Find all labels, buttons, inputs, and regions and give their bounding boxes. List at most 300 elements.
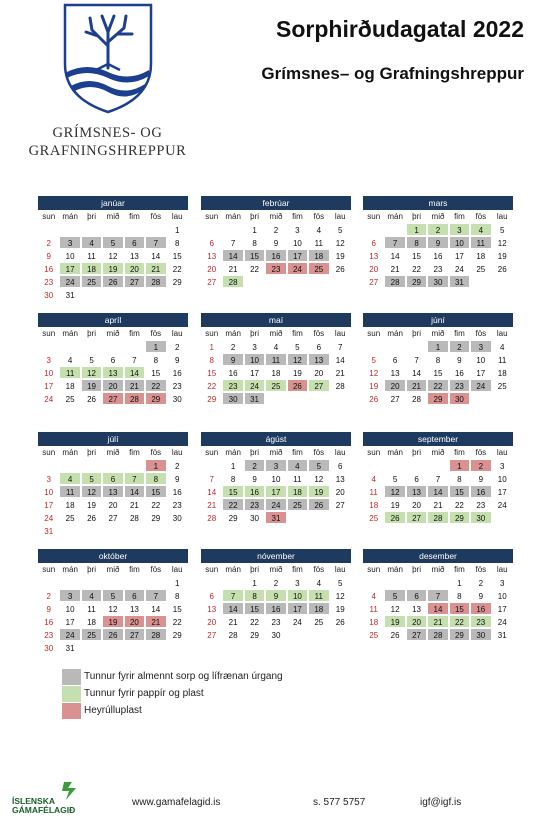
calendar-day: 17: [244, 366, 265, 379]
weekday-label: fim: [454, 329, 465, 338]
calendar-day: 22: [145, 379, 166, 392]
month-calendar: [363, 549, 513, 641]
week-row: [363, 576, 513, 589]
calendar-day: 15: [406, 249, 427, 262]
calendar-day: 10: [244, 353, 265, 366]
calendar-day: 22: [449, 615, 470, 628]
weekday-label: fös: [313, 565, 325, 574]
calendar-day: 27: [363, 275, 384, 288]
calendar-day: 19: [102, 262, 123, 275]
calendar-day: 24: [449, 262, 470, 275]
month-calendar: [363, 432, 513, 524]
month-calendar: [38, 313, 188, 405]
weekday-label: mán: [387, 329, 403, 338]
calendar-day: 11: [308, 236, 329, 249]
calendar-day: 14: [427, 485, 448, 498]
calendar-day: 27: [308, 379, 329, 392]
calendar-day: 16: [38, 615, 59, 628]
calendar-day: 8: [406, 236, 427, 249]
calendar-day: 9: [167, 472, 188, 485]
calendar-day: 8: [427, 353, 448, 366]
calendar-day: 7: [330, 340, 351, 353]
calendar-day: 4: [81, 589, 102, 602]
calendar-day: 14: [222, 602, 243, 615]
calendar-day: 11: [81, 602, 102, 615]
calendar-day: 17: [38, 379, 59, 392]
calendar-day: 9: [167, 353, 188, 366]
calendar-day: 30: [427, 275, 448, 288]
calendar-day-empty: [363, 576, 384, 589]
calendar-day: 30: [470, 511, 491, 524]
calendar-day-empty: [406, 576, 427, 589]
calendar-day-empty: [427, 459, 448, 472]
weekday-label: mið: [106, 329, 120, 338]
calendar-day: 5: [330, 223, 351, 236]
calendar-day: 5: [102, 236, 123, 249]
calendar-day: 14: [201, 485, 222, 498]
calendar-day: 25: [265, 379, 286, 392]
month-calendar: [201, 196, 351, 288]
calendar-day: 8: [167, 589, 188, 602]
calendar-day: 24: [59, 275, 80, 288]
weekday-label: sun: [205, 448, 219, 457]
calendar-day-empty: [492, 275, 513, 288]
calendar-day: 21: [124, 379, 145, 392]
calendar-day: 28: [222, 628, 243, 641]
calendar-day: 2: [244, 459, 265, 472]
week-row: [38, 498, 188, 511]
calendar-day: 9: [470, 589, 491, 602]
month-title: mars: [363, 196, 513, 210]
calendar-day: 1: [167, 576, 188, 589]
calendar-day: 12: [330, 236, 351, 249]
calendar-day: 6: [330, 459, 351, 472]
calendar-day: 8: [145, 353, 166, 366]
logo-text-line1: ÍSLENSKA: [12, 796, 55, 806]
calendar-day: 21: [201, 498, 222, 511]
calendar-day: 7: [201, 472, 222, 485]
weekday-label: þri: [412, 565, 421, 574]
month-calendar: [38, 432, 188, 537]
calendar-day: 12: [492, 236, 513, 249]
weekday-label: mán: [62, 329, 78, 338]
weekday-label: lau: [334, 565, 346, 574]
calendar-day: 18: [287, 485, 308, 498]
calendar-day: 31: [244, 392, 265, 405]
calendar-day: 27: [124, 275, 145, 288]
calendar-day: 29: [201, 392, 222, 405]
calendar-day: 29: [167, 275, 188, 288]
month-calendar: [363, 196, 513, 288]
calendar-day: 19: [308, 485, 329, 498]
calendar-day: 5: [492, 223, 513, 236]
calendar-day: 2: [265, 576, 286, 589]
calendar-day: 6: [124, 236, 145, 249]
calendar-day: 5: [384, 589, 405, 602]
weekday-label: lau: [496, 212, 508, 221]
calendar-day: 28: [384, 275, 405, 288]
calendar-day-empty: [330, 392, 351, 405]
calendar-day: 27: [201, 275, 222, 288]
calendar-day: 28: [145, 275, 166, 288]
calendar-day: 12: [384, 602, 405, 615]
calendar-day: 30: [449, 392, 470, 405]
calendar-day: 18: [59, 379, 80, 392]
calendar-day: 6: [201, 589, 222, 602]
calendar-day: 14: [124, 485, 145, 498]
weekday-header-row: [38, 446, 188, 459]
calendar-day-empty: [81, 459, 102, 472]
calendar-day: 1: [201, 340, 222, 353]
calendar-day-empty: [124, 524, 145, 537]
calendar-day: 25: [308, 262, 329, 275]
weekday-label: þri: [87, 329, 96, 338]
calendar-day: 19: [287, 366, 308, 379]
municipality-name-line2: GRAFNINGSHREPPUR: [28, 143, 187, 159]
week-row: [201, 223, 351, 236]
calendar-day: 26: [308, 498, 329, 511]
weekday-label: sun: [367, 565, 381, 574]
calendar-day-empty: [38, 459, 59, 472]
week-row: [201, 628, 351, 641]
week-row: [38, 262, 188, 275]
calendar-day: 14: [330, 353, 351, 366]
month-title: desember: [363, 549, 513, 563]
calendar-day: 13: [201, 602, 222, 615]
calendar-day-empty: [102, 576, 123, 589]
calendar-day-empty: [201, 576, 222, 589]
calendar-day: 30: [470, 628, 491, 641]
weekday-header-row: [38, 210, 188, 223]
week-row: [363, 485, 513, 498]
calendar-day: 11: [81, 249, 102, 262]
page-title: Sorphirðudagatal 2022: [276, 16, 524, 42]
calendar-day: 12: [81, 485, 102, 498]
calendar-day: 10: [287, 236, 308, 249]
calendar-day: 30: [167, 511, 188, 524]
calendar-day: 8: [201, 353, 222, 366]
calendar-day: 25: [308, 615, 329, 628]
calendar-day: 10: [449, 236, 470, 249]
calendar-day-empty: [308, 275, 329, 288]
calendar-day: 22: [222, 498, 243, 511]
week-row: [38, 340, 188, 353]
calendar-day: 27: [102, 392, 123, 405]
calendar-day-empty: [330, 628, 351, 641]
calendar-day-empty: [287, 275, 308, 288]
calendar-day: 14: [124, 366, 145, 379]
legend-swatch-general: [62, 669, 81, 685]
calendar-day: 1: [145, 459, 166, 472]
calendar-day: 16: [167, 485, 188, 498]
week-row: [363, 511, 513, 524]
calendar-day: 20: [124, 262, 145, 275]
week-row: [38, 275, 188, 288]
calendar-day: 28: [222, 275, 243, 288]
calendar-day: 7: [145, 236, 166, 249]
weekday-label: sun: [42, 448, 56, 457]
weekday-label: lau: [171, 329, 183, 338]
weekday-label: sun: [205, 565, 219, 574]
calendar-day: 7: [384, 236, 405, 249]
calendar-day: 8: [145, 472, 166, 485]
weekday-label: mið: [106, 212, 120, 221]
week-row: [363, 236, 513, 249]
calendar-day: 4: [308, 223, 329, 236]
calendar-day: 7: [406, 353, 427, 366]
week-row: [201, 615, 351, 628]
week-row: [201, 459, 351, 472]
weekday-label: mið: [106, 448, 120, 457]
calendar-day: 22: [201, 379, 222, 392]
calendar-day: 27: [406, 511, 427, 524]
calendar-day: 24: [59, 628, 80, 641]
calendar-day-empty: [81, 223, 102, 236]
calendar-day: 29: [222, 511, 243, 524]
calendar-day: 28: [330, 379, 351, 392]
week-row: [38, 223, 188, 236]
weekday-label: þri: [250, 565, 259, 574]
logo-text-line2: GÁMAFÉLAGIÐ: [12, 805, 76, 815]
calendar-day: 5: [287, 340, 308, 353]
calendar-day: 16: [222, 366, 243, 379]
calendar-day-empty: [201, 459, 222, 472]
calendar-day: 7: [427, 472, 448, 485]
weekday-label: þri: [87, 212, 96, 221]
calendar-day: 18: [363, 498, 384, 511]
calendar-day: 1: [145, 340, 166, 353]
calendar-day: 27: [330, 498, 351, 511]
calendar-day-empty: [308, 511, 329, 524]
calendar-day: 2: [427, 223, 448, 236]
calendar-day: 18: [492, 366, 513, 379]
calendar-day: 10: [59, 249, 80, 262]
calendar-day: 17: [449, 249, 470, 262]
calendar-day: 7: [124, 353, 145, 366]
calendar-day: 28: [427, 511, 448, 524]
calendar-day: 23: [427, 262, 448, 275]
calendar-day: 10: [492, 589, 513, 602]
calendar-day: 22: [427, 379, 448, 392]
calendar-day: 19: [330, 602, 351, 615]
week-row: [38, 641, 188, 654]
calendar-day: 25: [492, 379, 513, 392]
weekday-label: fim: [454, 212, 465, 221]
weekday-label: þri: [412, 329, 421, 338]
calendar-day: 1: [449, 459, 470, 472]
calendar-day-empty: [384, 340, 405, 353]
calendar-day: 19: [384, 615, 405, 628]
calendar-day-empty: [308, 628, 329, 641]
weekday-header-row: [363, 446, 513, 459]
calendar-day: 6: [406, 472, 427, 485]
calendar-day: 2: [449, 340, 470, 353]
calendar-day: 4: [470, 223, 491, 236]
calendar-day: 6: [102, 472, 123, 485]
month-title: febrúar: [201, 196, 351, 210]
calendar-day: 17: [265, 485, 286, 498]
calendar-day-empty: [124, 459, 145, 472]
calendar-day-empty: [265, 392, 286, 405]
calendar-day: 16: [265, 602, 286, 615]
calendar-day: 25: [81, 628, 102, 641]
weekday-label: fös: [313, 212, 325, 221]
calendar-day: 29: [449, 628, 470, 641]
calendar-day: 5: [102, 589, 123, 602]
calendar-day: 20: [201, 262, 222, 275]
weekday-header-row: [363, 327, 513, 340]
weekday-label: fim: [292, 212, 303, 221]
weekday-label: mið: [269, 448, 283, 457]
week-row: [201, 576, 351, 589]
calendar-day: 10: [470, 353, 491, 366]
calendar-day: 21: [427, 498, 448, 511]
calendar-day-empty: [102, 641, 123, 654]
calendar-day: 12: [287, 353, 308, 366]
calendar-day: 4: [265, 340, 286, 353]
calendar-day: 13: [406, 485, 427, 498]
calendar-day: 15: [145, 485, 166, 498]
calendar-day: 23: [265, 262, 286, 275]
calendar-day: 3: [59, 236, 80, 249]
calendar-day-empty: [167, 288, 188, 301]
calendar-day: 14: [384, 249, 405, 262]
calendar-day: 26: [102, 275, 123, 288]
weekday-label: mán: [62, 565, 78, 574]
week-row: [201, 366, 351, 379]
calendar-day: 20: [102, 379, 123, 392]
weekday-label: fös: [150, 329, 162, 338]
calendar-day-empty: [406, 459, 427, 472]
calendar-day-empty: [308, 392, 329, 405]
calendar-day: 25: [363, 511, 384, 524]
calendar-day-empty: [38, 576, 59, 589]
calendar-day: 10: [287, 589, 308, 602]
calendar-day: 17: [492, 602, 513, 615]
calendar-day: 6: [102, 353, 123, 366]
calendar-day: 28: [124, 392, 145, 405]
weekday-label: lau: [334, 448, 346, 457]
weekday-label: fim: [292, 565, 303, 574]
weekday-label: mið: [106, 565, 120, 574]
calendar-day: 12: [102, 602, 123, 615]
week-row: [38, 511, 188, 524]
calendar-day: 3: [287, 223, 308, 236]
calendar-day: 12: [102, 249, 123, 262]
weekday-label: fös: [150, 212, 162, 221]
calendar-day: 4: [59, 353, 80, 366]
legend-swatch-paper: [62, 686, 81, 702]
calendar-day: 23: [470, 498, 491, 511]
calendar-day: 21: [384, 262, 405, 275]
calendar-day: 6: [308, 340, 329, 353]
calendar-day: 6: [384, 353, 405, 366]
calendar-day-empty: [81, 641, 102, 654]
calendar-day-empty: [124, 288, 145, 301]
calendar-day: 23: [38, 275, 59, 288]
calendar-day: 23: [449, 379, 470, 392]
week-row: [38, 353, 188, 366]
calendar-day: 25: [59, 511, 80, 524]
calendar-day-empty: [145, 524, 166, 537]
weekday-header-row: [201, 563, 351, 576]
calendar-day-empty: [102, 459, 123, 472]
weekday-label: mið: [269, 329, 283, 338]
calendar-day: 8: [167, 236, 188, 249]
footer-website-link[interactable]: www.gamafelagid.is: [132, 797, 221, 808]
calendar-day-empty: [81, 340, 102, 353]
calendar-day: 19: [330, 249, 351, 262]
calendar-day: 3: [38, 472, 59, 485]
calendar-day: 13: [102, 366, 123, 379]
weekday-header-row: [363, 210, 513, 223]
calendar-day: 9: [427, 236, 448, 249]
calendar-day: 30: [244, 511, 265, 524]
weekday-header-row: [363, 563, 513, 576]
calendar-day: 3: [449, 223, 470, 236]
calendar-day: 15: [449, 485, 470, 498]
week-row: [201, 511, 351, 524]
calendar-day: 18: [59, 498, 80, 511]
legend-item-general: [62, 668, 283, 685]
calendar-day: 23: [265, 615, 286, 628]
weekday-label: fös: [475, 448, 487, 457]
week-row: [201, 485, 351, 498]
calendar-day: 15: [244, 602, 265, 615]
weekday-label: þri: [250, 212, 259, 221]
calendar-day: 17: [287, 249, 308, 262]
calendar-day: 13: [201, 249, 222, 262]
week-row: [38, 459, 188, 472]
calendar-day: 21: [406, 379, 427, 392]
calendar-day: 26: [81, 392, 102, 405]
calendar-day-empty: [59, 576, 80, 589]
calendar-day-empty: [470, 275, 491, 288]
legend-item-paper: [62, 685, 283, 702]
calendar-day: 31: [449, 275, 470, 288]
calendar-day: 26: [330, 262, 351, 275]
calendar-day: 8: [449, 472, 470, 485]
calendar-day: 21: [222, 615, 243, 628]
calendar-day-empty: [102, 288, 123, 301]
calendar-day: 29: [427, 392, 448, 405]
calendar-day: 11: [363, 485, 384, 498]
weekday-label: mán: [225, 212, 241, 221]
weekday-label: fim: [129, 329, 140, 338]
calendar-day-empty: [265, 275, 286, 288]
calendar-day: 2: [222, 340, 243, 353]
calendar-day: 21: [427, 615, 448, 628]
calendar-day: 28: [406, 392, 427, 405]
weekday-label: sun: [42, 329, 56, 338]
calendar-day: 27: [406, 628, 427, 641]
week-row: [38, 485, 188, 498]
footer-phone: s. 577 5757: [313, 797, 366, 808]
calendar-day: 10: [492, 472, 513, 485]
calendar-day: 20: [406, 498, 427, 511]
calendar-day: 2: [38, 589, 59, 602]
week-row: [363, 262, 513, 275]
week-row: [38, 392, 188, 405]
calendar-day: 13: [363, 249, 384, 262]
week-row: [363, 472, 513, 485]
footer-email-link[interactable]: igf@igf.is: [420, 797, 462, 808]
month-calendar: [363, 313, 513, 405]
legend-label-paper: Tunnur fyrir pappír og plast: [84, 688, 204, 699]
calendar-day: 5: [363, 353, 384, 366]
calendar-day: 19: [363, 379, 384, 392]
calendar-day: 21: [145, 615, 166, 628]
